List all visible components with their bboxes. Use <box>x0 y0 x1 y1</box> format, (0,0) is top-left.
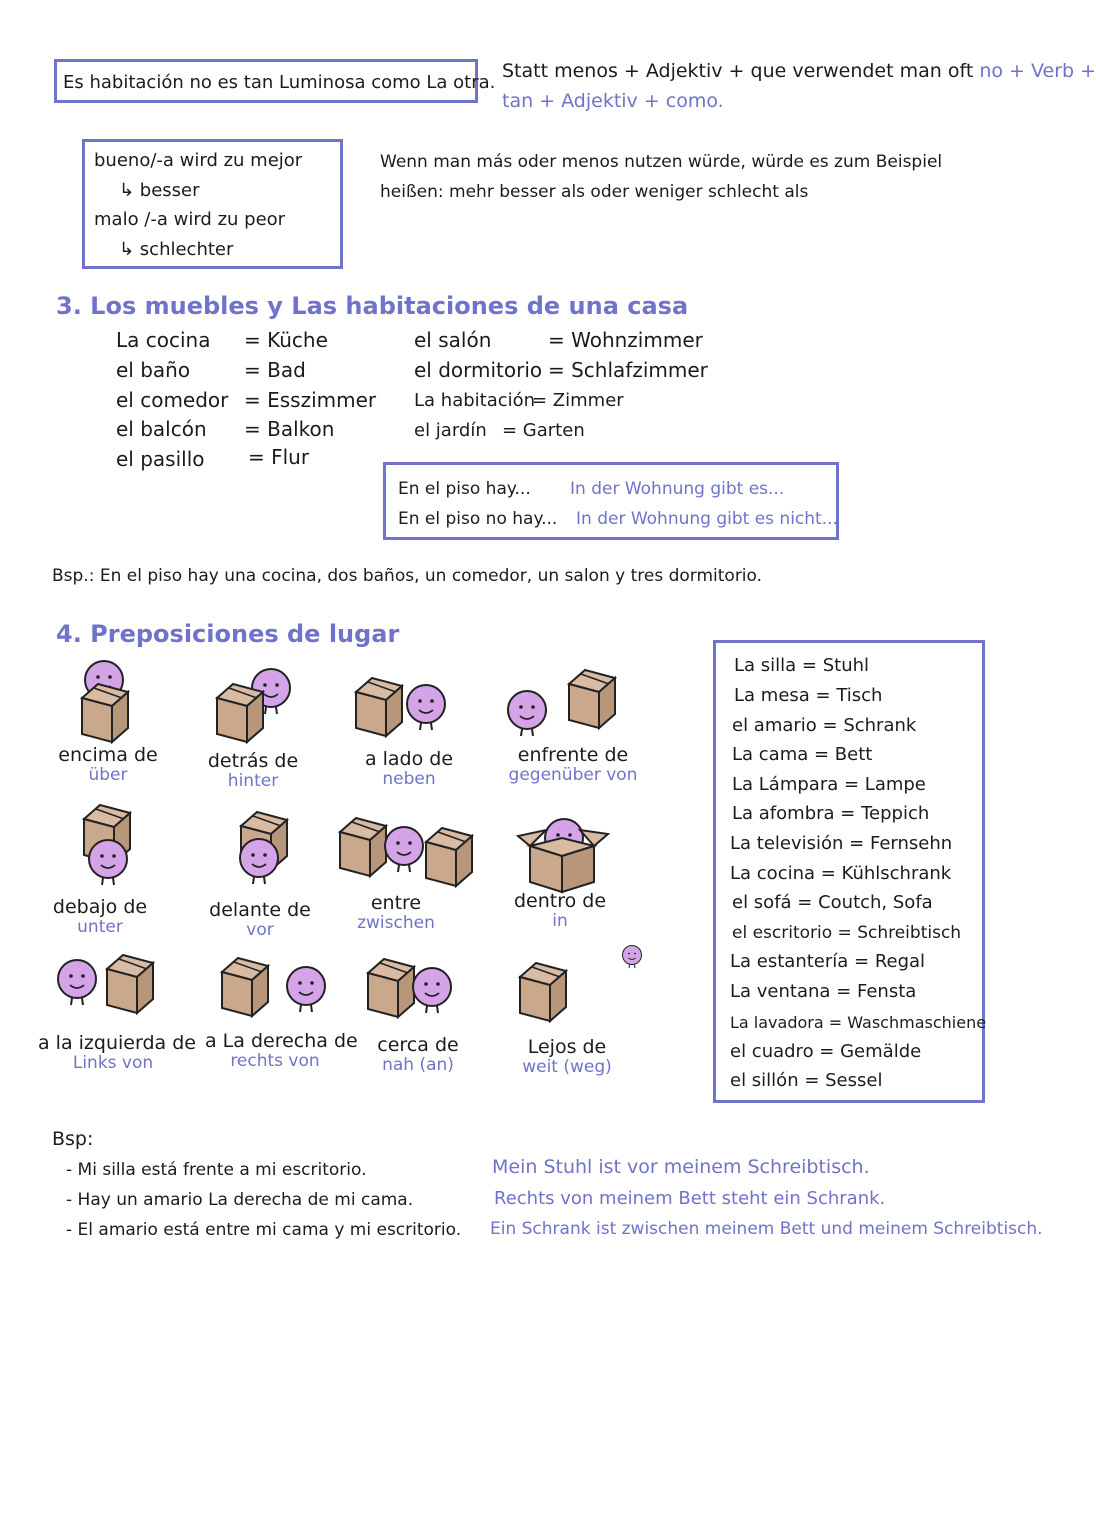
furniture-5: La Lámpara = Lampe <box>732 774 926 795</box>
room-de-1: = Küche <box>244 328 328 352</box>
prep-10-de: rechts von <box>230 1051 320 1071</box>
prep-5-es: debajo de <box>52 896 148 918</box>
dentro-illustration <box>516 818 616 898</box>
room-de-3: = Esszimmer <box>244 388 377 412</box>
prep-12 <box>512 1036 622 1076</box>
examples-label: Bsp: <box>52 1128 94 1150</box>
izquierda-illustration <box>55 953 175 1033</box>
prep-8-es: dentro de <box>513 890 607 912</box>
prep-5 <box>50 896 150 936</box>
prep-10-es: a La derecha de <box>205 1030 358 1052</box>
top-note-highlight: no + Verb + <box>979 60 1096 82</box>
comparatives-note-2: heißen: mehr besser als oder weniger schlecht als <box>380 182 809 202</box>
room-es-2: el baño <box>116 358 191 382</box>
a-lado-illustration <box>354 674 454 754</box>
comparative-line-2: ↳ besser <box>119 180 200 201</box>
furniture-13: La lavadora = Waschmaschiene <box>730 1013 987 1032</box>
example-es-3: - El amario está entre mi cama y mi escritorio. <box>66 1220 462 1240</box>
prep-6-de: vor <box>246 920 274 940</box>
comparative-line-3: malo /-a wird zu peor <box>94 209 286 230</box>
prep-11-de: nah (an) <box>382 1055 454 1075</box>
hay-de-2: In der Wohnung gibt es nicht... <box>576 509 838 529</box>
furniture-8: La cocina = Kühlschrank <box>730 863 952 884</box>
room-de-2: = Bad <box>244 358 306 382</box>
furniture-15: el sillón = Sessel <box>730 1070 883 1091</box>
prep-2 <box>203 750 303 790</box>
prep-6 <box>208 899 312 939</box>
prep-1 <box>58 744 158 784</box>
prep-12-es: Lejos de <box>527 1036 607 1058</box>
hay-es-2: En el piso no hay... <box>398 509 558 529</box>
furniture-1: La silla = Stuhl <box>734 655 870 676</box>
prep-7 <box>346 892 446 932</box>
top-note-text: Statt menos + Adjektiv + que verwendet man oft <box>502 60 974 82</box>
comparatives-note-1: Wenn man más oder menos nutzen würde, würde es zum Beispiel <box>380 152 943 172</box>
room-es-3: el comedor <box>116 388 229 412</box>
section4-title: 4. Preposiciones de lugar <box>56 620 400 648</box>
prep-4-es: enfrente de <box>517 744 629 766</box>
furniture-4: La cama = Bett <box>732 744 873 765</box>
furniture-6: La afombra = Teppich <box>732 803 930 824</box>
hay-box <box>383 462 839 540</box>
section3-title: 3. Los muebles y Las habitaciones de una casa <box>56 292 689 320</box>
prep-5-de: unter <box>77 917 123 937</box>
prep-11 <box>368 1034 468 1074</box>
hay-de-1: In der Wohnung gibt es... <box>570 479 785 499</box>
entre-illustration <box>338 814 478 894</box>
prep-4 <box>503 744 643 784</box>
prep-11-es: cerca de <box>377 1034 459 1056</box>
comparative-line-1: bueno/-a wird zu mejor <box>94 150 303 171</box>
room-es-5: el pasillo <box>116 447 205 471</box>
top-note-line1 <box>502 60 1096 82</box>
prep-3 <box>357 748 461 788</box>
furniture-12: La ventana = Fensta <box>730 981 917 1002</box>
prep-1-es: encima de <box>58 744 158 766</box>
prep-3-de: neben <box>382 769 436 789</box>
comparative-line-4: ↳ schlechter <box>119 239 234 260</box>
prep-3-es: a lado de <box>364 748 454 770</box>
prep-1-de: über <box>88 765 128 785</box>
prep-8-de: in <box>552 911 568 931</box>
prep-12-de: weit (weg) <box>522 1057 612 1077</box>
room-de-8: = Zimmer <box>532 390 624 411</box>
furniture-3: el amario = Schrank <box>732 715 917 736</box>
prep-10 <box>205 1030 358 1071</box>
room-de-6: = Wohnzimmer <box>548 328 703 352</box>
room-de-9: = Garten <box>502 420 585 441</box>
delante-illustration <box>233 812 303 902</box>
furniture-7: La televisión = Fernsehn <box>730 833 953 854</box>
debajo-illustration <box>80 805 150 895</box>
prep-2-de: hinter <box>227 771 279 791</box>
prep-9-de: Links von <box>72 1053 154 1073</box>
prep-9-es: a la izquierda de <box>38 1032 196 1054</box>
room-es-9: el jardín <box>414 420 487 441</box>
section3-example <box>52 566 762 586</box>
lejos-illustration <box>518 945 658 1035</box>
furniture-2: La mesa = Tisch <box>734 685 883 706</box>
prep-9 <box>38 1032 196 1073</box>
prep-7-de: zwischen <box>357 913 435 933</box>
top-note-line2: tan + Adjektiv + como. <box>502 90 724 112</box>
furniture-11: La estantería = Regal <box>730 951 926 972</box>
prep-4-de: gegenüber von <box>508 765 638 785</box>
example-de-3: Ein Schrank ist zwischen meinem Bett und meinem Schreibtisch. <box>490 1219 1043 1239</box>
prep-7-es: entre <box>370 892 422 914</box>
comparatives-box <box>82 139 343 269</box>
prep-2-es: detrás de <box>207 750 299 772</box>
encima-illustration <box>78 660 148 750</box>
furniture-9: el sofá = Coutch, Sofa <box>732 892 933 913</box>
example-de-1: Mein Stuhl ist vor meinem Schreibtisch. <box>492 1156 870 1178</box>
room-de-4: = Balkon <box>244 417 335 441</box>
room-de-5: = Flur <box>248 445 310 469</box>
cerca-illustration <box>366 955 476 1035</box>
furniture-14: el cuadro = Gemälde <box>730 1041 922 1062</box>
furniture-10: el escritorio = Schreibtisch <box>732 923 962 943</box>
room-es-1: La cocina <box>116 328 211 352</box>
furniture-box <box>713 640 985 1103</box>
room-es-7: el dormitorio <box>414 358 543 382</box>
example-box <box>54 59 496 103</box>
prep-6-es: delante de <box>209 899 311 921</box>
example-es-2: - Hay un amario La derecha de mi cama. <box>66 1190 414 1210</box>
hay-es-1: En el piso hay... <box>398 479 531 499</box>
section3-example-label: Bsp.: <box>52 566 95 586</box>
room-de-7: = Schlafzimmer <box>548 358 708 382</box>
enfrente-illustration <box>505 666 635 746</box>
prep-8 <box>510 890 610 930</box>
section3-example-text: En el piso hay una cocina, dos baños, un comedor, un salon y tres dormitorio. <box>99 566 763 586</box>
example-sentence: Es habitación no es tan Luminosa como La otra. <box>63 72 496 93</box>
room-es-4: el balcón <box>116 417 207 441</box>
room-es-8: La habitación <box>414 390 536 411</box>
room-es-6: el salón <box>414 328 492 352</box>
derecha-illustration <box>220 956 340 1036</box>
detras-illustration <box>215 668 295 748</box>
example-es-1: - Mi silla está frente a mi escritorio. <box>66 1160 367 1180</box>
example-de-2: Rechts von meinem Bett steht ein Schrank. <box>494 1188 886 1209</box>
